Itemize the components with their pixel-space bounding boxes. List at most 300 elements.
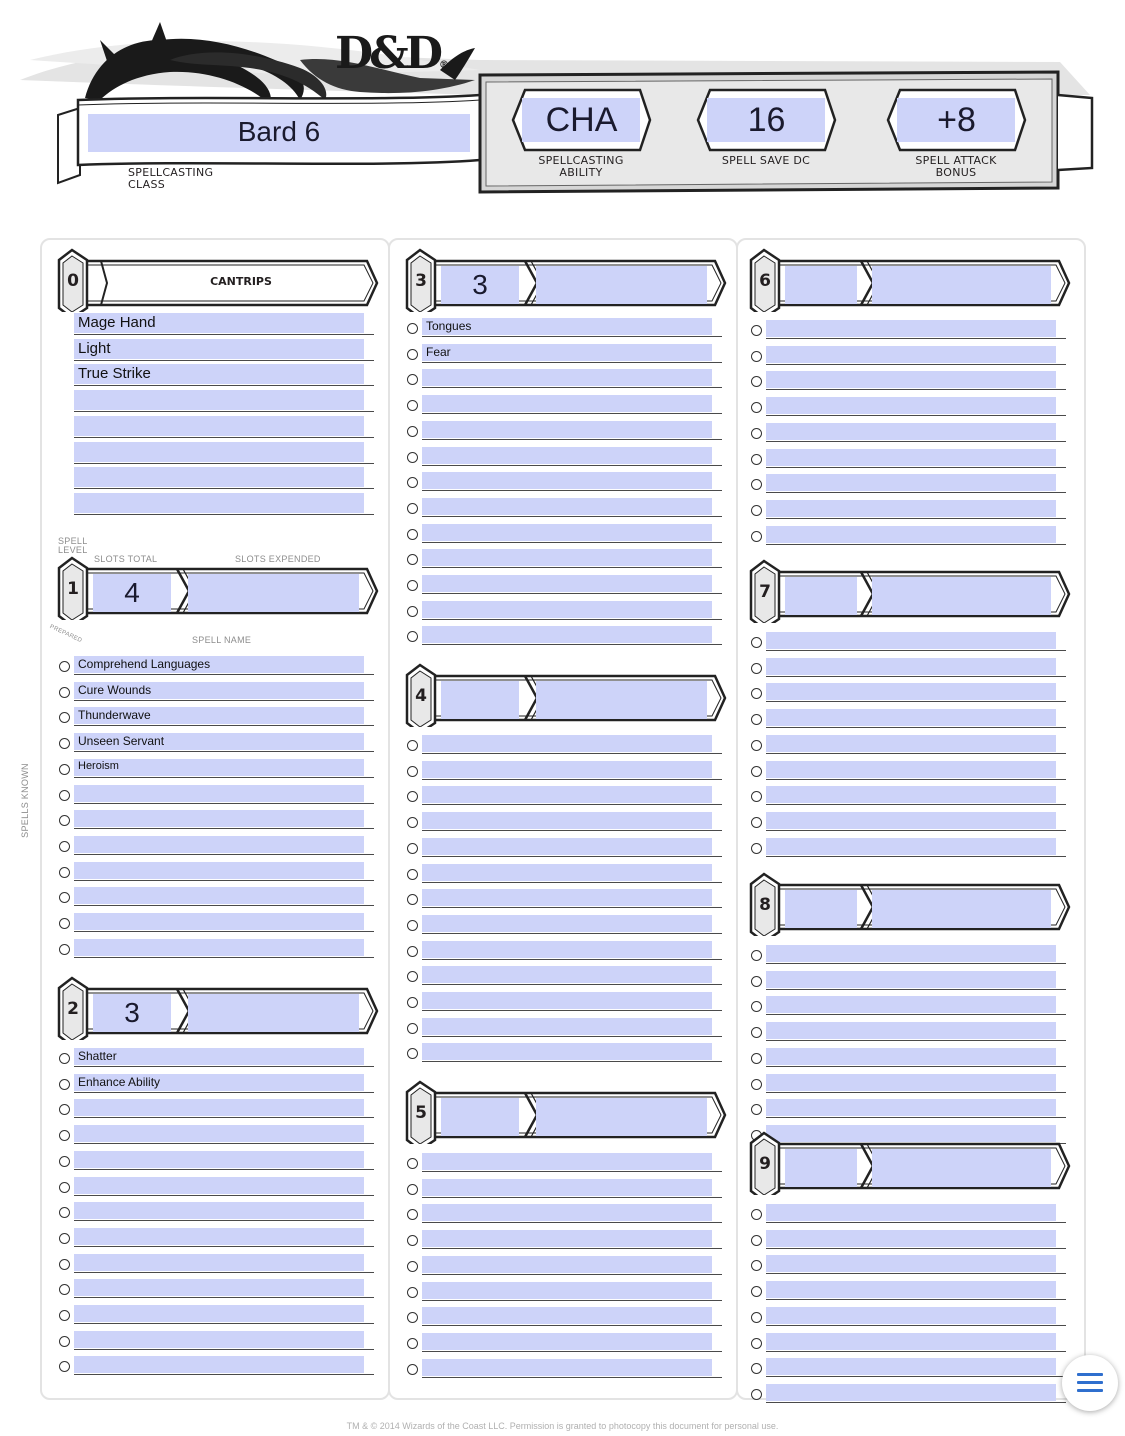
row-divider xyxy=(422,336,722,337)
spell-name: Shatter xyxy=(78,1049,117,1063)
spell-name: Unseen Servant xyxy=(78,734,165,749)
slots-expended-label: SLOTS EXPENDED xyxy=(235,554,321,564)
level-9-spell-field[interactable] xyxy=(766,1204,1056,1221)
row-divider xyxy=(766,364,1066,365)
level-8-number: 8 xyxy=(759,895,771,915)
level-8-slots-expended-field[interactable] xyxy=(872,890,1051,928)
row-divider xyxy=(74,803,374,804)
level-4-spell-field[interactable] xyxy=(422,889,712,906)
spellcasting-ability-value: CHA xyxy=(545,101,618,139)
level-8-spell-field[interactable] xyxy=(766,1099,1056,1116)
row-divider xyxy=(422,753,722,754)
prepared-checkbox[interactable] xyxy=(751,663,762,674)
row-divider xyxy=(766,676,1066,677)
row-divider xyxy=(74,700,374,701)
prepared-checkbox[interactable] xyxy=(751,740,762,751)
level-6-number: 6 xyxy=(759,271,771,291)
level-3-spell-field[interactable] xyxy=(422,575,712,592)
row-divider xyxy=(74,1246,374,1247)
row-divider xyxy=(766,804,1066,805)
row-divider xyxy=(766,963,1066,964)
spell-save-dc-label: SPELL SAVE DC xyxy=(721,154,811,167)
level-0-spell-field[interactable] xyxy=(74,442,364,462)
level-5-number: 5 xyxy=(415,1103,427,1123)
level-4-number: 4 xyxy=(415,686,427,706)
level-3-spell-field[interactable] xyxy=(422,395,712,412)
row-divider xyxy=(74,1195,374,1196)
level-2-spell-field[interactable] xyxy=(74,1228,364,1245)
level-4-spell-field[interactable] xyxy=(422,1018,712,1035)
spell-attack-bonus-label: SPELL ATTACK BONUS xyxy=(915,154,997,179)
row-divider xyxy=(422,1010,722,1011)
prepared-checkbox[interactable] xyxy=(59,1259,70,1270)
prepared-checkbox[interactable] xyxy=(751,505,762,516)
prepared-checkbox[interactable] xyxy=(59,1156,70,1167)
row-divider xyxy=(766,1014,1066,1015)
row-divider xyxy=(766,650,1066,651)
level-5-spell-field[interactable] xyxy=(422,1179,712,1196)
prepared-checkbox[interactable] xyxy=(751,454,762,465)
prepared-checkbox[interactable] xyxy=(751,1389,762,1400)
level-2-spell-field[interactable] xyxy=(74,1254,364,1271)
level-3-spell-field[interactable] xyxy=(422,498,712,515)
row-divider xyxy=(422,516,722,517)
prepared-checkbox[interactable] xyxy=(751,1235,762,1246)
level-8-spell-field[interactable] xyxy=(766,971,1056,988)
level-2-spell-field[interactable] xyxy=(74,1331,364,1348)
prepared-checkbox[interactable] xyxy=(407,766,418,777)
level-2-slots-expended-field[interactable] xyxy=(188,994,359,1032)
level-3-spell-field[interactable] xyxy=(422,369,712,386)
level-3-spell-field[interactable] xyxy=(422,472,712,489)
row-divider xyxy=(422,804,722,805)
level-8-spell-field[interactable] xyxy=(766,1048,1056,1065)
prepared-checkbox[interactable] xyxy=(59,918,70,929)
level-4-spell-field[interactable] xyxy=(422,915,712,932)
level-1-spell-field[interactable] xyxy=(74,939,364,956)
level-7-spell-field[interactable] xyxy=(766,683,1056,700)
prepared-checkbox[interactable] xyxy=(59,1182,70,1193)
level-4-slots-total-field[interactable] xyxy=(441,681,519,719)
level-7-number: 7 xyxy=(759,582,771,602)
level-0-spell-field[interactable] xyxy=(74,390,364,410)
level-6-spell-field[interactable] xyxy=(766,474,1056,491)
level-2-number: 2 xyxy=(67,999,79,1019)
prepared-checkbox[interactable] xyxy=(407,606,418,617)
level-4-spell-field[interactable] xyxy=(422,735,712,752)
prepared-checkbox[interactable] xyxy=(59,687,70,698)
level-6-spell-field[interactable] xyxy=(766,346,1056,363)
row-divider xyxy=(766,701,1066,702)
level-3-spell-field[interactable] xyxy=(422,421,712,438)
row-divider xyxy=(422,362,722,363)
level-7-slots-expended-field[interactable] xyxy=(872,577,1051,615)
row-divider xyxy=(422,465,722,466)
level-1-slots-expended-field[interactable] xyxy=(188,574,359,612)
level-7-spell-field[interactable] xyxy=(766,761,1056,778)
row-divider xyxy=(766,492,1066,493)
row-divider xyxy=(74,854,374,855)
row-divider xyxy=(422,644,722,645)
row-divider xyxy=(74,777,374,778)
spellcasting-class-value: Bard 6 xyxy=(237,116,321,147)
prepared-checkbox[interactable] xyxy=(59,1233,70,1244)
level-6-spell-field[interactable] xyxy=(766,449,1056,466)
prepared-checkbox[interactable] xyxy=(59,841,70,852)
level-2-spell-field[interactable] xyxy=(74,1305,364,1322)
level-1-spell-field[interactable] xyxy=(74,862,364,879)
level-9-spell-field[interactable] xyxy=(766,1307,1056,1324)
prepared-checkbox[interactable] xyxy=(407,1184,418,1195)
prepared-checkbox[interactable] xyxy=(407,349,418,360)
row-divider xyxy=(766,1040,1066,1041)
spellcasting-ability-label: SPELLCASTING ABILITY xyxy=(538,154,624,179)
level-8-spell-field[interactable] xyxy=(766,1074,1056,1091)
level-8-spell-field[interactable] xyxy=(766,1022,1056,1039)
prepared-checkbox[interactable] xyxy=(407,580,418,591)
row-divider xyxy=(766,1351,1066,1352)
row-divider xyxy=(422,542,722,543)
row-divider xyxy=(422,959,722,960)
level-6-spell-field[interactable] xyxy=(766,371,1056,388)
row-divider xyxy=(422,984,722,985)
prepared-checkbox[interactable] xyxy=(751,531,762,542)
row-divider xyxy=(74,1272,374,1273)
level-9-spell-field[interactable] xyxy=(766,1281,1056,1298)
row-divider xyxy=(766,1273,1066,1274)
dnd-logo xyxy=(335,28,449,79)
row-divider xyxy=(766,1066,1066,1067)
prepared-checkbox[interactable] xyxy=(407,843,418,854)
row-divider xyxy=(74,360,374,361)
prepared-checkbox[interactable] xyxy=(751,1209,762,1220)
level-5-spell-field[interactable] xyxy=(422,1230,712,1247)
level-7-spell-field[interactable] xyxy=(766,709,1056,726)
spell-name: Heroism xyxy=(78,759,119,772)
level-5-spell-field[interactable] xyxy=(422,1333,712,1350)
level-1-spell-field[interactable] xyxy=(74,913,364,930)
prepared-checkbox[interactable] xyxy=(59,944,70,955)
level-4-spell-field[interactable] xyxy=(422,838,712,855)
level-0-spell-field[interactable] xyxy=(74,416,364,436)
row-divider xyxy=(766,518,1066,519)
prepared-checkbox[interactable] xyxy=(407,1023,418,1034)
level-5-spell-field[interactable] xyxy=(422,1204,712,1221)
row-divider xyxy=(74,828,374,829)
level-3-spell-field[interactable] xyxy=(422,601,712,618)
row-divider xyxy=(766,727,1066,728)
row-divider xyxy=(422,593,722,594)
row-divider xyxy=(766,1402,1066,1403)
row-divider xyxy=(422,1377,722,1378)
prepared-checkbox[interactable] xyxy=(407,869,418,880)
row-divider xyxy=(74,1220,374,1221)
level-3-slots-total: 3 xyxy=(472,269,488,300)
row-divider xyxy=(766,1222,1066,1223)
row-divider xyxy=(74,880,374,881)
level-2-spell-field[interactable] xyxy=(74,1279,364,1296)
spell-name: True Strike xyxy=(78,365,151,383)
level-9-spell-field[interactable] xyxy=(766,1333,1056,1350)
row-divider xyxy=(74,1117,374,1118)
level-4-spell-field[interactable] xyxy=(422,992,712,1009)
row-divider xyxy=(74,385,374,386)
prepared-checkbox[interactable] xyxy=(407,323,418,334)
row-divider xyxy=(766,830,1066,831)
level-5-spell-field[interactable] xyxy=(422,1153,712,1170)
prepared-checkbox[interactable] xyxy=(407,426,418,437)
row-divider xyxy=(766,1092,1066,1093)
level-7-spell-field[interactable] xyxy=(766,632,1056,649)
row-divider xyxy=(766,779,1066,780)
level-9-spell-field[interactable] xyxy=(766,1358,1056,1375)
row-divider xyxy=(422,907,722,908)
level-9-slots-expended-field[interactable] xyxy=(872,1149,1051,1187)
row-divider xyxy=(422,1061,722,1062)
row-divider xyxy=(74,957,374,958)
row-divider xyxy=(766,856,1066,857)
prepared-checkbox[interactable] xyxy=(751,1338,762,1349)
row-divider xyxy=(422,1222,722,1223)
row-divider xyxy=(74,437,374,438)
level-6-spell-field[interactable] xyxy=(766,423,1056,440)
row-divider xyxy=(766,544,1066,545)
prepared-checkbox[interactable] xyxy=(751,428,762,439)
row-divider xyxy=(74,1143,374,1144)
level-9-slots-total-field[interactable] xyxy=(785,1149,857,1187)
row-divider xyxy=(766,753,1066,754)
row-divider xyxy=(422,490,722,491)
spell-name: Mage Hand xyxy=(78,314,156,331)
prepared-label: PREPARED xyxy=(48,623,83,645)
level-3-number: 3 xyxy=(415,271,427,291)
level-0-spell-field[interactable] xyxy=(74,467,364,487)
prepared-checkbox[interactable] xyxy=(59,1336,70,1347)
row-divider xyxy=(422,1197,722,1198)
level-2-spell-field[interactable] xyxy=(74,1099,364,1116)
level-2-spell-field[interactable] xyxy=(74,1356,364,1373)
spell-name: Comprehend Languages xyxy=(78,657,211,671)
spell-name: Light xyxy=(78,339,111,357)
spellcasting-class-label: SPELLCASTING CLASS xyxy=(128,166,214,191)
prepared-checkbox[interactable] xyxy=(59,1079,70,1090)
level-3-slots-expended-field[interactable] xyxy=(536,266,707,304)
level-7-slots-total-field[interactable] xyxy=(785,577,857,615)
prepared-checkbox[interactable] xyxy=(407,1364,418,1375)
prepared-checkbox[interactable] xyxy=(59,1053,70,1064)
row-divider xyxy=(766,1117,1066,1118)
level-1-spell-field[interactable] xyxy=(74,836,364,853)
prepared-checkbox[interactable] xyxy=(407,997,418,1008)
slots-total-label: SLOTS TOTAL xyxy=(94,554,158,564)
row-divider xyxy=(422,439,722,440)
prepared-checkbox[interactable] xyxy=(407,529,418,540)
level-6-spell-field[interactable] xyxy=(766,397,1056,414)
level-8-slots-total-field[interactable] xyxy=(785,890,857,928)
level-5-slots-expended-field[interactable] xyxy=(536,1098,707,1136)
prepared-checkbox[interactable] xyxy=(59,764,70,775)
level-9-spell-field[interactable] xyxy=(766,1230,1056,1247)
row-divider xyxy=(422,619,722,620)
prepared-checkbox[interactable] xyxy=(751,843,762,854)
row-divider xyxy=(766,1376,1066,1377)
row-divider xyxy=(74,725,374,726)
row-divider xyxy=(422,1325,722,1326)
row-divider xyxy=(422,1248,722,1249)
level-5-spell-field[interactable] xyxy=(422,1359,712,1376)
level-7-spell-field[interactable] xyxy=(766,838,1056,855)
row-divider xyxy=(74,463,374,464)
prepared-checkbox[interactable] xyxy=(407,740,418,751)
level-5-spell-field[interactable] xyxy=(422,1282,712,1299)
row-divider xyxy=(422,1351,722,1352)
level-4-spell-field[interactable] xyxy=(422,966,712,983)
row-divider xyxy=(74,1092,374,1093)
copyright-footer: TM & © 2014 Wizards of the Coast LLC. Permission is granted to photocopy this document for personal use. xyxy=(346,1421,779,1431)
row-divider xyxy=(74,488,374,489)
spell-name: Enhance Ability xyxy=(78,1074,161,1089)
level-5-spell-field[interactable] xyxy=(422,1256,712,1273)
level-6-slots-total-field[interactable] xyxy=(785,266,857,304)
level-1-number: 1 xyxy=(67,579,79,599)
spells-known-label: SPELLS KNOWN xyxy=(19,763,30,838)
level-8-spell-field[interactable] xyxy=(766,996,1056,1013)
prepared-checkbox[interactable] xyxy=(751,950,762,961)
level-2-spell-field[interactable] xyxy=(74,1177,364,1194)
prepared-checkbox[interactable] xyxy=(407,1338,418,1349)
level-9-number: 9 xyxy=(759,1154,771,1174)
spell-save-dc-value: 16 xyxy=(747,101,786,139)
spell-level-label: SPELL LEVEL xyxy=(58,536,88,555)
level-4-spell-field[interactable] xyxy=(422,1043,712,1060)
row-divider xyxy=(74,1323,374,1324)
row-divider xyxy=(766,441,1066,442)
menu-button[interactable] xyxy=(1062,1355,1118,1411)
level-4-spell-field[interactable] xyxy=(422,864,712,881)
row-divider xyxy=(766,389,1066,390)
level-3-spell-field[interactable] xyxy=(422,626,712,643)
prepared-checkbox[interactable] xyxy=(59,661,70,672)
prepared-checkbox[interactable] xyxy=(407,920,418,931)
prepared-checkbox[interactable] xyxy=(751,351,762,362)
row-divider xyxy=(766,1325,1066,1326)
spell-name: Cure Wounds xyxy=(78,682,152,697)
level-7-spell-field[interactable] xyxy=(766,812,1056,829)
level-6-spell-field[interactable] xyxy=(766,500,1056,517)
prepared-checkbox[interactable] xyxy=(59,1310,70,1321)
row-divider xyxy=(74,1374,374,1375)
level-1-spell-field[interactable] xyxy=(74,785,364,802)
level-4-slots-expended-field[interactable] xyxy=(536,681,707,719)
prepared-checkbox[interactable] xyxy=(751,817,762,828)
level-3-spell-field[interactable] xyxy=(422,447,712,464)
spell-attack-bonus-value: +8 xyxy=(937,101,976,139)
level-9-spell-field[interactable] xyxy=(766,1255,1056,1272)
row-divider xyxy=(766,467,1066,468)
level-6-spell-field[interactable] xyxy=(766,320,1056,337)
level-4-spell-field[interactable] xyxy=(422,761,712,778)
row-divider xyxy=(74,411,374,412)
level-8-spell-field[interactable] xyxy=(766,945,1056,962)
level-4-spell-field[interactable] xyxy=(422,786,712,803)
level-3-spell-field[interactable] xyxy=(422,524,712,541)
row-divider xyxy=(74,1169,374,1170)
row-divider xyxy=(422,856,722,857)
row-divider xyxy=(422,413,722,414)
prepared-checkbox[interactable] xyxy=(407,1261,418,1272)
row-divider xyxy=(422,387,722,388)
spell-name: Tongues xyxy=(426,319,472,333)
level-2-slots-total: 3 xyxy=(124,997,140,1028)
row-divider xyxy=(74,334,374,335)
cantrips-title: CANTRIPS xyxy=(210,275,272,288)
level-4-spell-field[interactable] xyxy=(422,941,712,958)
row-divider xyxy=(74,905,374,906)
row-divider xyxy=(422,933,722,934)
prepared-checkbox[interactable] xyxy=(59,867,70,878)
level-6-spell-field[interactable] xyxy=(766,526,1056,543)
row-divider xyxy=(422,1300,722,1301)
row-divider xyxy=(74,514,374,515)
prepared-checkbox[interactable] xyxy=(407,452,418,463)
level-5-slots-total-field[interactable] xyxy=(441,1098,519,1136)
row-divider xyxy=(422,882,722,883)
level-9-spell-field[interactable] xyxy=(766,1384,1056,1401)
spell-name-label: SPELL NAME xyxy=(192,635,252,645)
level-3-spell-field[interactable] xyxy=(422,549,712,566)
row-divider xyxy=(74,674,374,675)
prepared-checkbox[interactable] xyxy=(751,766,762,777)
level-7-spell-field[interactable] xyxy=(766,786,1056,803)
level-4-spell-field[interactable] xyxy=(422,812,712,829)
prepared-checkbox[interactable] xyxy=(751,1079,762,1090)
level-1-spell-field[interactable] xyxy=(74,810,364,827)
level-2-spell-field[interactable] xyxy=(74,1125,364,1142)
prepared-checkbox[interactable] xyxy=(751,1053,762,1064)
prepared-checkbox[interactable] xyxy=(407,946,418,957)
level-2-spell-field[interactable] xyxy=(74,1202,364,1219)
prepared-checkbox[interactable] xyxy=(407,1287,418,1298)
row-divider xyxy=(422,779,722,780)
level-6-slots-expended-field[interactable] xyxy=(872,266,1051,304)
row-divider xyxy=(74,1297,374,1298)
prepared-checkbox[interactable] xyxy=(59,790,70,801)
spell-name: Fear xyxy=(426,344,451,359)
level-1-spell-field[interactable] xyxy=(74,887,364,904)
row-divider xyxy=(74,1066,374,1067)
level-1-slots-total: 4 xyxy=(124,577,140,608)
prepared-checkbox[interactable] xyxy=(407,503,418,514)
prepared-checkbox[interactable] xyxy=(407,1158,418,1169)
prepared-checkbox[interactable] xyxy=(751,1312,762,1323)
level-0-number: 0 xyxy=(67,271,79,291)
row-divider xyxy=(422,830,722,831)
level-7-spell-field[interactable] xyxy=(766,735,1056,752)
row-divider xyxy=(422,1274,722,1275)
prepared-checkbox[interactable] xyxy=(751,976,762,987)
row-divider xyxy=(766,1248,1066,1249)
level-0-spell-field[interactable] xyxy=(74,493,364,513)
prepared-checkbox[interactable] xyxy=(751,325,762,336)
prepared-checkbox[interactable] xyxy=(751,637,762,648)
row-divider xyxy=(766,989,1066,990)
row-divider xyxy=(422,1171,722,1172)
level-5-spell-field[interactable] xyxy=(422,1307,712,1324)
level-2-spell-field[interactable] xyxy=(74,1151,364,1168)
level-7-spell-field[interactable] xyxy=(766,658,1056,675)
registered-mark: ® xyxy=(439,60,450,71)
row-divider xyxy=(74,751,374,752)
